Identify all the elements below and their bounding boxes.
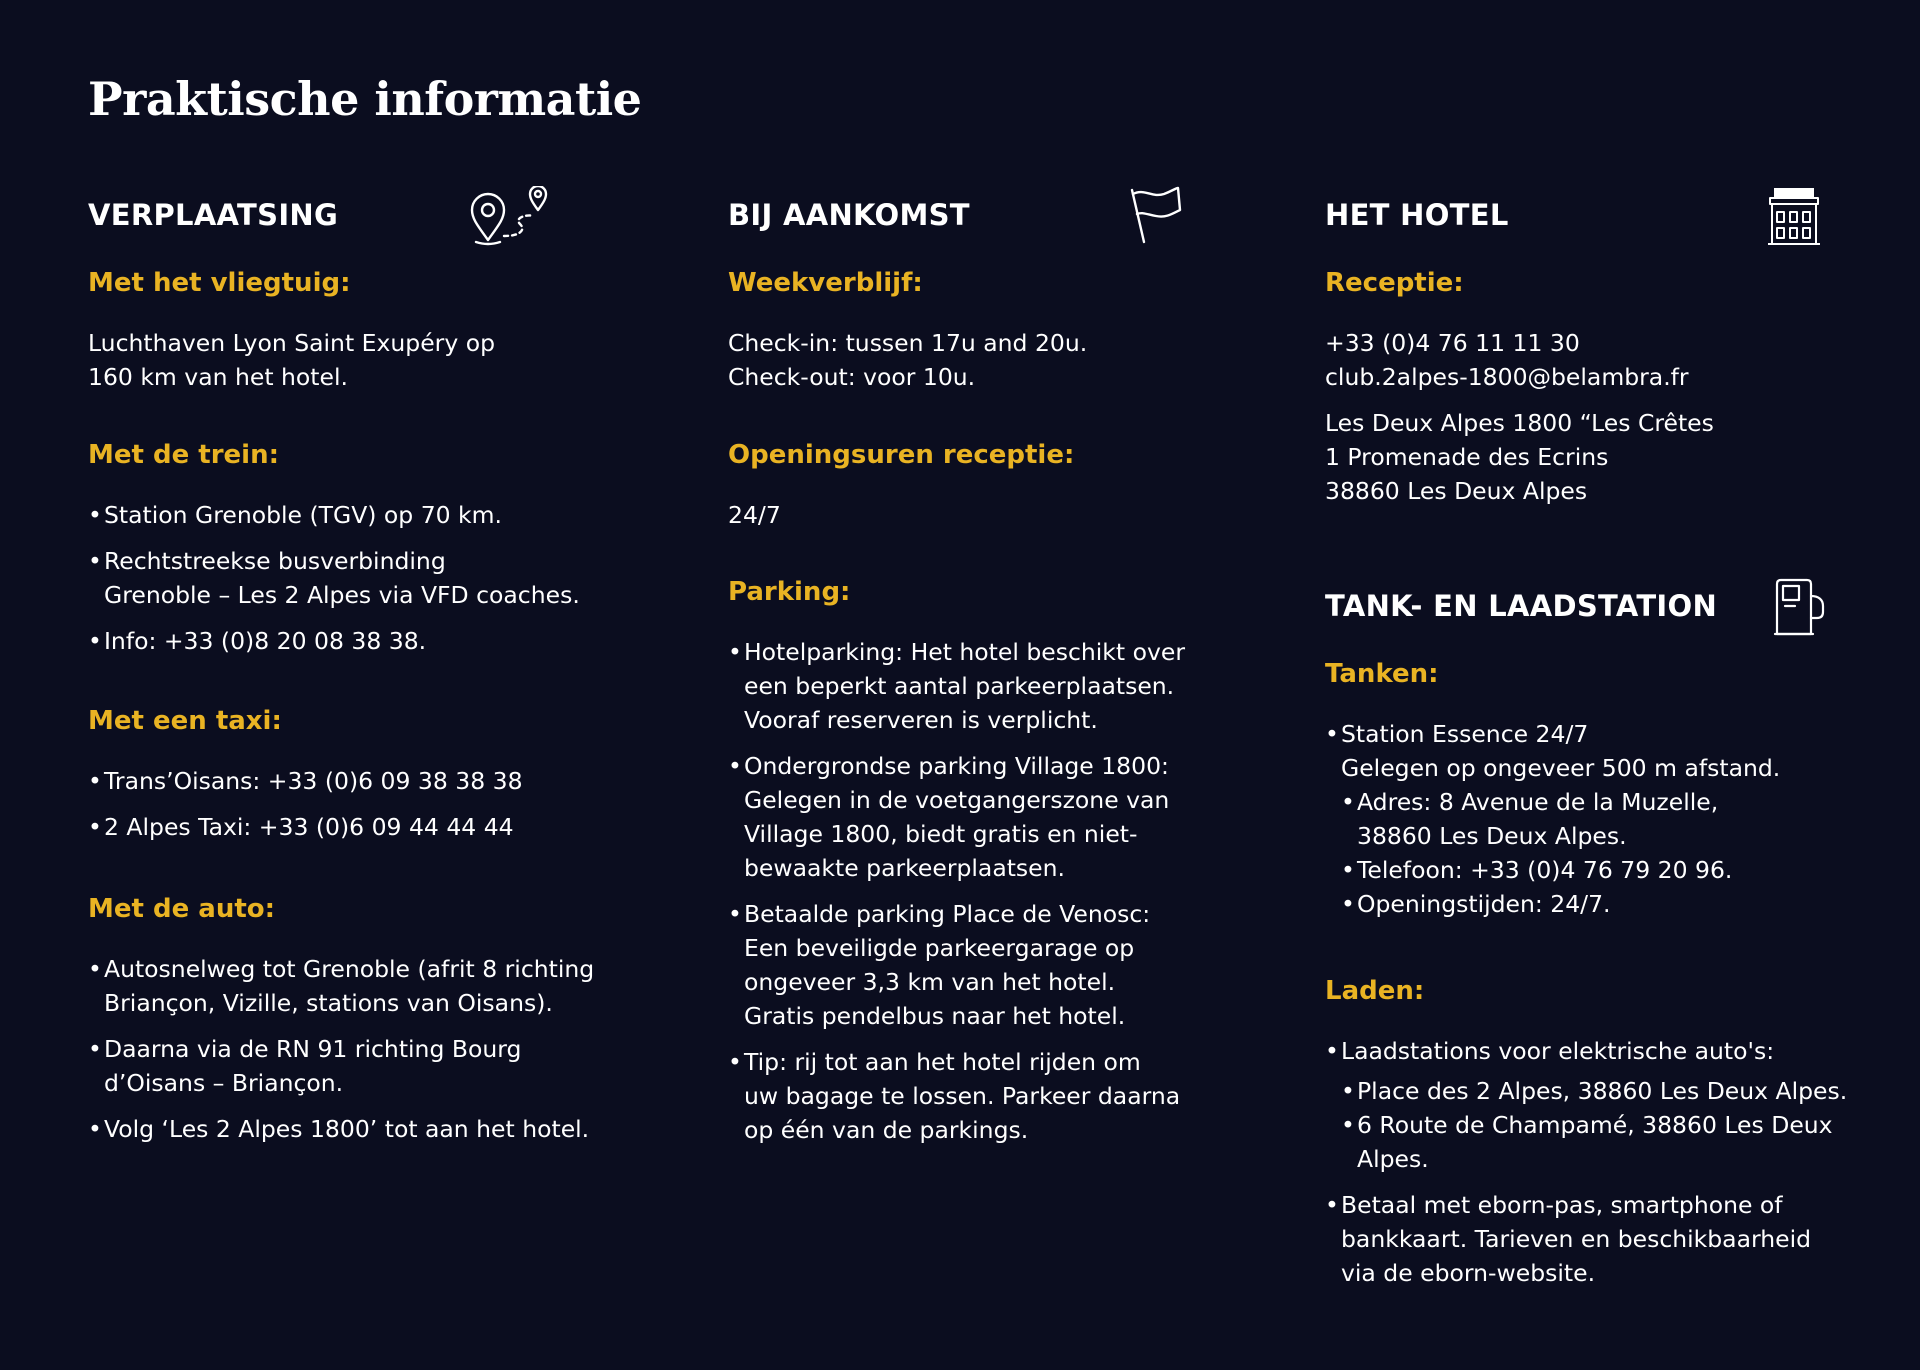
- address-line: Les Deux Alpes 1800 “Les Crêtes: [1325, 409, 1714, 437]
- list-item: • 6 Route de Champamé, 38860 Les Deux Alpes.: [1341, 1108, 1847, 1176]
- list-trein: [88, 498, 580, 670]
- subheading-trein: Met de trein:: [88, 440, 279, 470]
- text-line: Check-out: voor 10u.: [728, 363, 976, 391]
- subheading-tanken: Tanken:: [1325, 659, 1439, 689]
- text-line: 24/7: [728, 501, 781, 529]
- list-item: • Volg ‘Les 2 Alpes 1800’ tot aan het hotel.: [88, 1112, 594, 1146]
- text-vliegtuig: [88, 326, 495, 394]
- hotel-building-icon: [1765, 186, 1823, 246]
- address-line: 1 Promenade des Ecrins: [1325, 443, 1609, 471]
- list-item: • Telefoon: +33 (0)4 76 79 20 96.: [1341, 853, 1780, 887]
- list-item: • 2 Alpes Taxi: +33 (0)6 09 44 44 44: [88, 810, 523, 844]
- text-receptie-contact: [1325, 326, 1689, 394]
- subheading-openingsuren: Openingsuren receptie:: [728, 440, 1075, 470]
- subheading-weekverblijf: Weekverblijf:: [728, 268, 923, 298]
- list-item: • Tip: rij tot aan het hotel rijden om uw bagage te lossen. Parkeer daarna op één van de parkings.: [728, 1045, 1185, 1147]
- list-item: • Openingstijden: 24/7.: [1341, 887, 1780, 921]
- list-item: • Betaalde parking Place de Venosc: Een beveiligde parkeergarage op ongeveer 3,3 km van het hotel. Gratis pendelbus naar het hotel.: [728, 897, 1185, 1033]
- text-openingsuren: [728, 498, 781, 532]
- list-item: • Place des 2 Alpes, 38860 Les Deux Alpes.: [1341, 1074, 1847, 1108]
- section-heading-tank: TANK- EN LAADSTATION: [1325, 589, 1718, 623]
- subheading-taxi: Met een taxi:: [88, 706, 282, 736]
- page-title: Praktische informatie: [88, 72, 642, 126]
- list-taxi: [88, 764, 523, 856]
- list-item: • Ondergrondse parking Village 1800: Gelegen in de voetgangerszone van Village 1800, biedt gratis en niet- bewaakte parkeerplaatsen.: [728, 749, 1185, 885]
- list-item: • Station Essence 24/7 Gelegen op ongeveer 500 m afstand. • Adres: 8 Avenue de la Muzelle, 38860 Les Deux Alpes. • Telefoon: +33 (0)4 76 79 20 96. • Openingstijden: 24/7.: [1325, 717, 1780, 921]
- sublist-tanken: [1341, 785, 1780, 921]
- list-item: • Rechtstreekse busverbinding Grenoble – Les 2 Alpes via VFD coaches.: [88, 544, 580, 612]
- section-heading-aankomst: BIJ AANKOMST: [728, 198, 970, 232]
- text-receptie-address: [1325, 406, 1714, 508]
- list-item: • Autosnelweg tot Grenoble (afrit 8 richting Briançon, Vizille, stations van Oisans).: [88, 952, 594, 1020]
- sublist-laden: [1341, 1074, 1847, 1176]
- svg-text:HOTEL: HOTEL: [1781, 190, 1807, 198]
- list-item: • Daarna via de RN 91 richting Bourg d’Oisans – Briançon.: [88, 1032, 594, 1100]
- list-item: • Trans’Oisans: +33 (0)6 09 38 38 38: [88, 764, 523, 798]
- subheading-parking: Parking:: [728, 577, 851, 607]
- list-item: • Betaal met eborn-pas, smartphone of bankkaart. Tarieven en beschikbaarheid via de eborn-website.: [1325, 1188, 1847, 1290]
- flag-icon: [1124, 184, 1186, 246]
- subheading-laden: Laden:: [1325, 976, 1425, 1006]
- list-item: • Adres: 8 Avenue de la Muzelle, 38860 Les Deux Alpes.: [1341, 785, 1780, 853]
- list-laden: [1325, 1034, 1847, 1302]
- list-auto: [88, 952, 594, 1158]
- list-tanken: [1325, 717, 1780, 933]
- subheading-receptie: Receptie:: [1325, 268, 1464, 298]
- phone-number: +33 (0)4 76 11 11 30: [1325, 329, 1580, 357]
- text-line: Check-in: tussen 17u and 20u.: [728, 329, 1088, 357]
- list-item: • Station Grenoble (TGV) op 70 km.: [88, 498, 580, 532]
- list-parking: [728, 635, 1185, 1159]
- subheading-auto: Met de auto:: [88, 894, 276, 924]
- list-item: • Hotelparking: Het hotel beschikt over een beperkt aantal parkeerplaatsen. Vooraf reserveren is verplicht.: [728, 635, 1185, 737]
- list-item: • Laadstations voor elektrische auto's: • Place des 2 Alpes, 38860 Les Deux Alpes. • 6 Route de Champamé, 38860 Les Deux Alpes.: [1325, 1034, 1847, 1176]
- section-heading-verplaatsing: VERPLAATSING: [88, 198, 339, 232]
- subheading-vliegtuig: Met het vliegtuig:: [88, 268, 351, 298]
- text-line: Luchthaven Lyon Saint Exupéry op: [88, 329, 495, 357]
- list-item: • Info: +33 (0)8 20 08 38 38.: [88, 624, 580, 658]
- address-line: 38860 Les Deux Alpes: [1325, 477, 1588, 505]
- fuel-pump-icon: [1773, 578, 1827, 636]
- text-line: 160 km van het hotel.: [88, 363, 348, 391]
- email-address: club.2alpes-1800@belambra.fr: [1325, 363, 1689, 391]
- section-heading-hotel: HET HOTEL: [1325, 198, 1509, 232]
- text-weekverblijf: [728, 326, 1087, 394]
- map-route-icon: [468, 186, 554, 246]
